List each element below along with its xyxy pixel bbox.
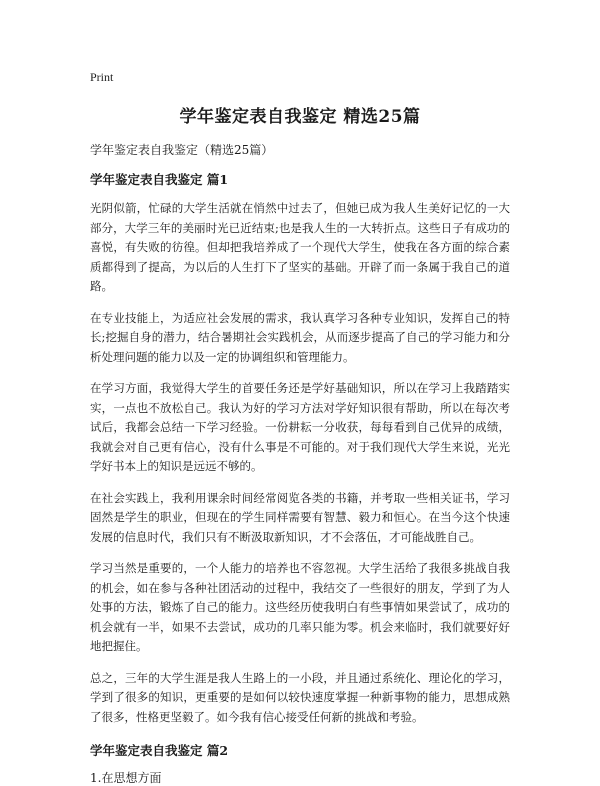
section-heading: 学年鉴定表自我鉴定 篇2 [90,743,229,758]
paragraph: 学习当然是重要的，一个人能力的培养也不容忽视。大学生活给了我很多挑战自我的机会，如在参与各种社团活动的过程中，我结交了一些很好的朋友，学到了为人处事的方法，锻炼了自己的能力。这些经历使我明白有些事情如果尝试了，成功的机会就有一半，如果不去尝试，成功的几率只能为零。机会来临时，我们就要好好地把握住。 [90,561,510,653]
section-heading: 学年鉴定表自我鉴定 篇1 [90,172,229,187]
paragraph: 在社会实践上，我利用课余时间经常阅览各类的书籍，并考取一些相关证书，学习固然是学生的职业，但现在的学生同样需要有智慧、毅力和恒心。在当今这个快速发展的信息时代，我们只有不断汲取新知识，才不会落伍，才可能战胜自己。 [90,490,510,544]
print-label: Print [90,70,114,84]
sub-item: 1.在思想方面 [90,771,162,785]
paragraph: 在专业技能上，为适应社会发展的需求，我认真学习各种专业知识，发挥自己的特长;挖掘自身的潜力，结合暑期社会实践机会，从而逐步提高了自己的学习能力和分析处理问题的能力以及一定的协调组织和管理能力。 [90,310,510,364]
document-subtitle: 学年鉴定表自我鉴定（精选25篇） [90,143,274,157]
section-2 [90,743,510,786]
paragraph: 在学习方面，我觉得大学生的首要任务还是学好基础知识，所以在学习上我踏踏实实，一点也不放松自己。我认为好的学习方法对学好知识很有帮助，所以在每次考试后，我都会总结一下学习经验。一份耕耘一分收获，每每看到自己优异的成绩，我就会对自己更有信心，没有什么事是不可能的。对于我们现代大学生来说，光光学好书本上的知识是远远不够的。 [90,381,510,473]
paragraph: 光阴似箭，忙碌的大学生活就在悄然中过去了，但她已成为我人生美好记忆的一大部分，大学三年的美丽时光已近结束;也是我人生的一大转折点。这些日子有成功的喜悦，有失败的彷徨。但却把我培养成了一个现代大学生，使我在各方面的综合素质都得到了提高，为以后的人生打下了坚实的基础。开辟了而一条属于我自己的道路。 [90,201,510,293]
section-1 [90,172,510,727]
document-title: 学年鉴定表自我鉴定 精选25篇 [179,107,421,127]
paragraph: 总之，三年的大学生涯是我人生路上的一小段，并且通过系统化、理论化的学习，学到了很多的知识，更重要的是如何以较快速度掌握一种新事物的能力，思想成熟了很多，性格更坚毅了。如今我有信心接受任何新的挑战和考验。 [90,670,510,724]
